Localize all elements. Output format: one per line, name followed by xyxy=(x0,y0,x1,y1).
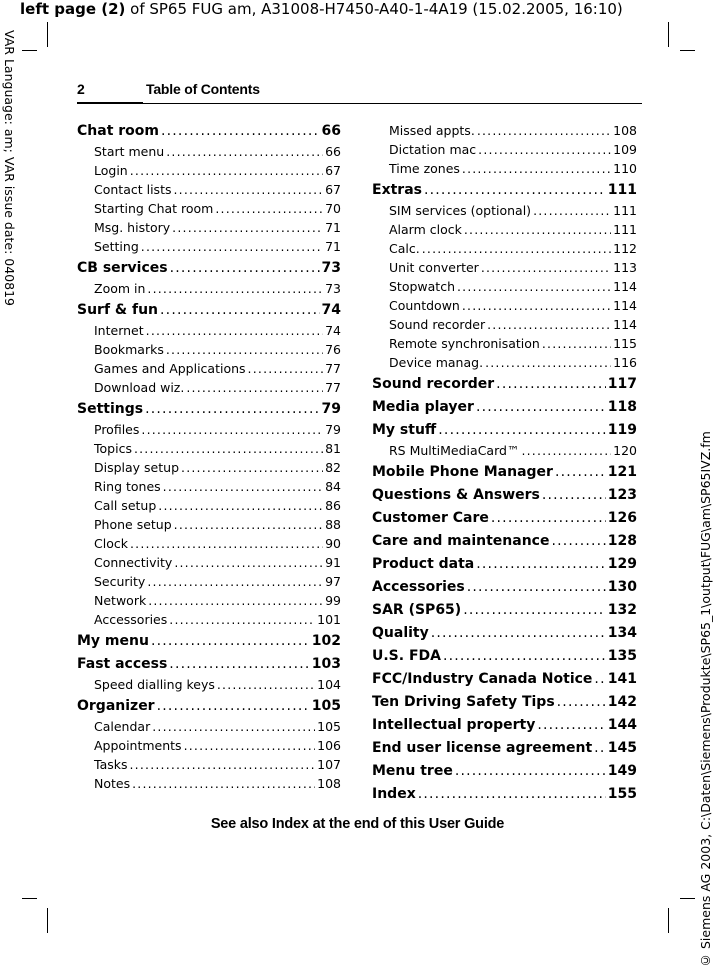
toc-entry-page: 149 xyxy=(607,763,637,779)
toc-entry-title: Settings xyxy=(77,401,144,417)
toc-entry-title: Display setup xyxy=(94,460,180,475)
toc-entry-title: Dictation mac xyxy=(389,142,477,157)
toc-entry-page: 134 xyxy=(607,625,637,641)
toc-leader-dots xyxy=(422,239,611,258)
toc-chapter[interactable] xyxy=(372,600,637,621)
toc-entry-title: Product data xyxy=(372,556,475,572)
toc-section[interactable] xyxy=(372,220,637,239)
toc-leader-dots xyxy=(172,218,323,237)
toc-section[interactable] xyxy=(77,161,341,180)
toc-leader-dots xyxy=(478,140,611,159)
toc-section[interactable] xyxy=(77,359,341,378)
toc-chapter[interactable] xyxy=(372,420,637,441)
toc-section[interactable] xyxy=(372,239,637,258)
toc-entry-title: Calc. xyxy=(389,241,420,256)
toc-leader-dots xyxy=(537,715,605,736)
toc-entry-title: My menu xyxy=(77,633,149,649)
toc-leader-dots xyxy=(418,784,606,805)
toc-entry-page: 114 xyxy=(613,279,637,294)
toc-entry-page: 111 xyxy=(613,203,637,218)
toc-section[interactable] xyxy=(77,439,341,458)
toc-entry-title: Contact lists xyxy=(94,182,172,197)
toc-entry-page: 116 xyxy=(613,355,637,370)
toc-leader-dots xyxy=(248,359,324,378)
toc-entry-page: 99 xyxy=(325,593,341,608)
toc-entry-title: End user license agreement xyxy=(372,740,593,756)
toc-entry-page: 77 xyxy=(325,361,341,376)
toc-entry-page: 74 xyxy=(325,323,341,338)
toc-entry-page: 73 xyxy=(321,260,341,276)
toc-entry-page: 108 xyxy=(613,123,637,138)
toc-section[interactable] xyxy=(77,378,341,397)
toc-leader-dots xyxy=(476,397,606,418)
index-note: See also Index at the end of this User Guide xyxy=(210,816,505,832)
toc-chapter[interactable] xyxy=(372,784,637,805)
toc-entry-page: 113 xyxy=(613,260,637,275)
toc-section[interactable] xyxy=(372,159,637,178)
toc-leader-dots xyxy=(542,485,606,506)
toc-entry-page: 66 xyxy=(321,123,341,139)
toc-section[interactable] xyxy=(77,321,341,340)
toc-chapter[interactable] xyxy=(372,577,637,598)
toc-leader-dots xyxy=(158,496,323,515)
toc-leader-dots xyxy=(152,717,315,736)
toc-entry-title: Customer Care xyxy=(372,510,489,526)
toc-section[interactable] xyxy=(77,142,341,161)
toc-entry-page: 145 xyxy=(607,740,637,756)
toc-entry-title: Mobile Phone Manager xyxy=(372,464,553,480)
toc-entry-page: 112 xyxy=(613,241,637,256)
toc-entry-title: Extras xyxy=(372,182,422,198)
toc-entry-title: Device manag. xyxy=(389,355,484,370)
header-rule-thick xyxy=(77,102,143,104)
toc-section[interactable] xyxy=(372,334,637,353)
toc-leader-dots xyxy=(141,237,323,256)
toc-entry-title: CB services xyxy=(77,260,168,276)
toc-leader-dots xyxy=(491,508,606,529)
toc-leader-dots xyxy=(147,572,323,591)
toc-leader-dots xyxy=(557,692,606,713)
toc-chapter[interactable] xyxy=(372,692,637,713)
toc-chapter[interactable] xyxy=(372,374,637,395)
toc-entry-title: Internet xyxy=(94,323,144,338)
toc-entry-page: 132 xyxy=(607,602,637,618)
toc-section[interactable] xyxy=(77,420,341,439)
toc-entry-page: 130 xyxy=(607,579,637,595)
toc-section[interactable] xyxy=(77,458,341,477)
toc-leader-dots xyxy=(487,315,611,334)
toc-chapter[interactable] xyxy=(372,397,637,418)
toc-leader-dots xyxy=(496,374,606,395)
toc-entry-title: Missed appts. xyxy=(389,123,475,138)
toc-chapter[interactable] xyxy=(372,646,637,667)
toc-entry-title: Speed dialling keys xyxy=(94,677,215,692)
toc-entry-page: 84 xyxy=(325,479,341,494)
toc-entry-page: 114 xyxy=(613,298,637,313)
toc-leader-dots xyxy=(147,279,323,298)
toc-entry-title: Care and maintenance xyxy=(372,533,550,549)
toc-leader-dots xyxy=(464,220,611,239)
toc-leader-dots xyxy=(542,334,611,353)
toc-section[interactable] xyxy=(77,477,341,496)
toc-entry-page: 114 xyxy=(613,317,637,332)
toc-chapter[interactable] xyxy=(372,761,637,782)
toc-entry-page: 108 xyxy=(317,776,341,791)
toc-entry-page: 111 xyxy=(607,182,637,198)
toc-entry-title: Index xyxy=(372,786,416,802)
toc-section[interactable] xyxy=(77,180,341,199)
toc-entry-title: Media player xyxy=(372,399,474,415)
toc-entry-title: Tasks xyxy=(94,757,128,772)
toc-section[interactable] xyxy=(77,534,341,553)
toc-entry-page: 119 xyxy=(607,422,637,438)
toc-entry-page: 91 xyxy=(325,555,341,570)
toc-section[interactable] xyxy=(372,315,637,334)
page-title: Table of Contents xyxy=(146,81,260,97)
toc-entry-page: 105 xyxy=(311,698,341,714)
toc-entry-page: 73 xyxy=(325,281,341,296)
toc-entry-title: Setting xyxy=(94,239,139,254)
toc-entry-page: 144 xyxy=(607,717,637,733)
toc-chapter[interactable] xyxy=(77,696,341,717)
toc-section[interactable] xyxy=(77,591,341,610)
toc-chapter[interactable] xyxy=(372,531,637,552)
toc-leader-dots xyxy=(173,180,323,199)
toc-entry-page: 129 xyxy=(607,556,637,572)
toc-entry-page: 67 xyxy=(325,163,341,178)
toc-entry-page: 74 xyxy=(321,302,341,318)
toc-leader-dots xyxy=(424,180,606,201)
toc-entry-page: 155 xyxy=(607,786,637,802)
toc-section[interactable] xyxy=(77,572,341,591)
var-language-note: VAR Language: am; VAR issue date: 040819 xyxy=(2,30,17,306)
toc-section[interactable] xyxy=(77,736,341,755)
toc-chapter[interactable] xyxy=(372,669,637,690)
toc-chapter[interactable] xyxy=(77,399,341,420)
toc-leader-dots xyxy=(163,477,323,496)
toc-entry-title: Sound recorder xyxy=(372,376,495,392)
toc-leader-dots xyxy=(145,399,319,420)
toc-leader-dots xyxy=(130,534,323,553)
toc-entry-title: Unit converter xyxy=(389,260,479,275)
toc-entry-title: Clock xyxy=(94,536,128,551)
toc-entry-title: Sound recorder xyxy=(389,317,486,332)
toc-entry-title: Alarm clock xyxy=(389,222,462,237)
toc-leader-dots xyxy=(166,340,323,359)
crop-mark-bl-v xyxy=(47,908,48,933)
toc-entry-title: Bookmarks xyxy=(94,342,164,357)
toc-entry-page: 121 xyxy=(607,464,637,480)
toc-chapter[interactable] xyxy=(372,180,637,201)
toc-leader-dots xyxy=(217,675,315,694)
toc-leader-dots xyxy=(555,462,606,483)
toc-entry-page: 110 xyxy=(613,161,637,176)
page-number: 2 xyxy=(77,81,85,97)
toc-entry-title: Stopwatch xyxy=(389,279,455,294)
toc-section[interactable] xyxy=(372,121,637,140)
toc-entry-title: Appointments xyxy=(94,738,182,753)
toc-entry-page: 141 xyxy=(607,671,637,687)
toc-section[interactable] xyxy=(77,774,341,793)
toc-section[interactable] xyxy=(77,340,341,359)
toc-leader-dots xyxy=(431,623,606,644)
toc-leader-dots xyxy=(130,755,316,774)
toc-entry-page: 111 xyxy=(613,222,637,237)
crop-mark-br-h xyxy=(680,898,695,899)
toc-leader-dots xyxy=(443,646,606,667)
crop-mark-tr-h xyxy=(680,50,695,51)
toc-leader-dots xyxy=(169,654,309,675)
toc-entry-page: 86 xyxy=(325,498,341,513)
toc-leader-dots xyxy=(181,458,323,477)
toc-entry-title: Starting Chat room xyxy=(94,201,214,216)
toc-leader-dots xyxy=(141,420,323,439)
toc-section[interactable] xyxy=(372,201,637,220)
toc-section[interactable] xyxy=(77,237,341,256)
toc-leader-dots xyxy=(476,554,606,575)
toc-entry-page: 97 xyxy=(325,574,341,589)
toc-entry-page: 90 xyxy=(325,536,341,551)
toc-leader-dots xyxy=(186,378,323,397)
crop-mark-br-v xyxy=(668,908,669,933)
copyright-path-note: © Siemens AG 2003, C:\Daten\Siemens\Produkte\SP65_1\output\FUG\am\SP65IVZ.fm xyxy=(698,431,713,968)
toc-chapter[interactable] xyxy=(372,508,637,529)
toc-entry-title: Security xyxy=(94,574,146,589)
crop-mark-tl-v xyxy=(47,22,48,47)
toc-leader-dots xyxy=(438,420,606,441)
toc-leader-dots xyxy=(477,121,611,140)
toc-entry-page: 67 xyxy=(325,182,341,197)
toc-leader-dots xyxy=(174,553,323,572)
toc-leader-dots xyxy=(594,738,606,759)
toc-entry-title: Fast access xyxy=(77,656,168,672)
toc-chapter[interactable] xyxy=(77,631,341,652)
toc-chapter[interactable] xyxy=(77,258,341,279)
toc-chapter[interactable] xyxy=(372,462,637,483)
toc-entry-title: Games and Applications xyxy=(94,361,246,376)
toc-entry-page: 102 xyxy=(311,633,341,649)
toc-entry-page: 66 xyxy=(325,144,341,159)
toc-section[interactable] xyxy=(77,279,341,298)
toc-section[interactable] xyxy=(77,553,341,572)
toc-entry-title: Topics xyxy=(94,441,132,456)
toc-entry-title: Accessories xyxy=(372,579,465,595)
toc-leader-dots xyxy=(166,142,323,161)
toc-leader-dots xyxy=(467,577,606,598)
toc-chapter[interactable] xyxy=(372,738,637,759)
toc-entry-title: SIM services (optional) xyxy=(389,203,532,218)
toc-leader-dots xyxy=(485,353,611,372)
toc-leader-dots xyxy=(161,121,320,142)
toc-entry-page: 118 xyxy=(607,399,637,415)
toc-entry-page: 106 xyxy=(317,738,341,753)
toc-chapter[interactable] xyxy=(372,554,637,575)
toc-leader-dots xyxy=(455,761,606,782)
crop-mark-tl-h xyxy=(22,50,37,51)
toc-entry-title: Zoom in xyxy=(94,281,146,296)
toc-entry-title: Calendar xyxy=(94,719,151,734)
toc-entry-title: Login xyxy=(94,163,128,178)
toc-entry-page: 109 xyxy=(613,142,637,157)
toc-leader-dots xyxy=(457,277,611,296)
toc-chapter[interactable] xyxy=(77,121,341,142)
toc-column-left xyxy=(77,121,341,793)
toc-leader-dots xyxy=(174,515,323,534)
toc-chapter[interactable] xyxy=(77,300,341,321)
toc-entry-page: 82 xyxy=(325,460,341,475)
toc-section[interactable] xyxy=(77,675,341,694)
toc-leader-dots xyxy=(132,774,315,793)
toc-section[interactable] xyxy=(372,296,637,315)
toc-leader-dots xyxy=(521,441,611,460)
toc-entry-title: FCC/Industry Canada Notice xyxy=(372,671,593,687)
toc-leader-dots xyxy=(151,631,310,652)
toc-entry-page: 88 xyxy=(325,517,341,532)
toc-leader-dots xyxy=(160,300,319,321)
toc-entry-title: RS MultiMediaCard™ xyxy=(389,443,520,458)
toc-entry-page: 105 xyxy=(317,719,341,734)
toc-entry-title: Countdown xyxy=(389,298,460,313)
toc-column-right xyxy=(372,121,637,805)
toc-entry-page: 123 xyxy=(607,487,637,503)
toc-leader-dots xyxy=(551,531,605,552)
toc-chapter[interactable] xyxy=(372,623,637,644)
toc-section[interactable] xyxy=(77,610,341,629)
toc-entry-title: Menu tree xyxy=(372,763,453,779)
toc-entry-page: 71 xyxy=(325,239,341,254)
crop-mark-tr-v xyxy=(668,22,669,47)
toc-entry-title: Quality xyxy=(372,625,429,641)
toc-entry-page: 142 xyxy=(607,694,637,710)
toc-section[interactable] xyxy=(77,199,341,218)
toc-entry-title: Profiles xyxy=(94,422,140,437)
toc-entry-title: Msg. history xyxy=(94,220,171,235)
toc-entry-title: Accessories xyxy=(94,612,168,627)
toc-entry-page: 115 xyxy=(613,336,637,351)
toc-entry-page: 103 xyxy=(311,656,341,672)
toc-leader-dots xyxy=(169,610,315,629)
toc-entry-title: Time zones xyxy=(389,161,460,176)
toc-entry-page: 76 xyxy=(325,342,341,357)
toc-entry-page: 120 xyxy=(613,443,637,458)
toc-section[interactable] xyxy=(77,717,341,736)
toc-chapter[interactable] xyxy=(372,715,637,736)
toc-entry-page: 117 xyxy=(607,376,637,392)
toc-leader-dots xyxy=(130,161,323,180)
header-rule xyxy=(143,103,642,104)
toc-leader-dots xyxy=(134,439,323,458)
toc-entry-title: Network xyxy=(94,593,147,608)
toc-entry-title: Phone setup xyxy=(94,517,172,532)
toc-entry-page: 126 xyxy=(607,510,637,526)
toc-entry-title: My stuff xyxy=(372,422,437,438)
toc-entry-page: 101 xyxy=(317,612,341,627)
toc-leader-dots xyxy=(157,696,310,717)
toc-leader-dots xyxy=(215,199,323,218)
toc-leader-dots xyxy=(481,258,611,277)
toc-section[interactable] xyxy=(77,218,341,237)
toc-leader-dots xyxy=(146,321,323,340)
toc-entry-page: 135 xyxy=(607,648,637,664)
toc-leader-dots xyxy=(148,591,323,610)
toc-entry-title: Start menu xyxy=(94,144,165,159)
toc-chapter[interactable] xyxy=(372,485,637,506)
toc-leader-dots xyxy=(184,736,316,755)
toc-section[interactable] xyxy=(372,140,637,159)
toc-section[interactable] xyxy=(372,277,637,296)
toc-section[interactable] xyxy=(77,755,341,774)
toc-entry-title: Ring tones xyxy=(94,479,161,494)
toc-leader-dots xyxy=(594,669,605,690)
toc-entry-page: 71 xyxy=(325,220,341,235)
toc-entry-title: Remote synchronisation xyxy=(389,336,540,351)
toc-entry-title: Call setup xyxy=(94,498,157,513)
toc-entry-title: Notes xyxy=(94,776,131,791)
toc-chapter[interactable] xyxy=(77,654,341,675)
toc-entry-page: 104 xyxy=(317,677,341,692)
toc-leader-dots xyxy=(462,296,611,315)
toc-leader-dots xyxy=(170,258,320,279)
toc-section[interactable] xyxy=(372,258,637,277)
toc-entry-page: 107 xyxy=(317,757,341,772)
toc-section[interactable] xyxy=(372,441,637,460)
toc-entry-title: SAR (SP65) xyxy=(372,602,462,618)
toc-section[interactable] xyxy=(77,515,341,534)
toc-leader-dots xyxy=(463,600,606,621)
toc-section[interactable] xyxy=(77,496,341,515)
toc-entry-title: Connectivity xyxy=(94,555,173,570)
toc-leader-dots xyxy=(462,159,611,178)
crop-mark-bl-h xyxy=(22,898,37,899)
print-header xyxy=(20,0,623,18)
toc-leader-dots xyxy=(533,201,611,220)
print-header-file: of SP65 FUG am, A31008-H7450-A40-1-4A19 (15.02.2005, 16:10) xyxy=(125,0,623,18)
toc-entry-title: Surf & fun xyxy=(77,302,159,318)
toc-entry-title: Download wiz. xyxy=(94,380,185,395)
toc-section[interactable] xyxy=(372,353,637,372)
toc-entry-title: Intellectual property xyxy=(372,717,536,733)
toc-entry-page: 81 xyxy=(325,441,341,456)
toc-entry-title: U.S. FDA xyxy=(372,648,441,664)
toc-entry-title: Ten Driving Safety Tips xyxy=(372,694,555,710)
toc-entry-title: Chat room xyxy=(77,123,159,139)
toc-entry-page: 79 xyxy=(321,401,341,417)
toc-entry-title: Questions & Answers xyxy=(372,487,540,503)
toc-entry-page: 77 xyxy=(325,380,341,395)
toc-entry-title: Organizer xyxy=(77,698,155,714)
toc-entry-page: 128 xyxy=(607,533,637,549)
toc-entry-page: 70 xyxy=(325,201,341,216)
print-header-page: left page (2) xyxy=(20,0,126,18)
toc-entry-page: 79 xyxy=(325,422,341,437)
